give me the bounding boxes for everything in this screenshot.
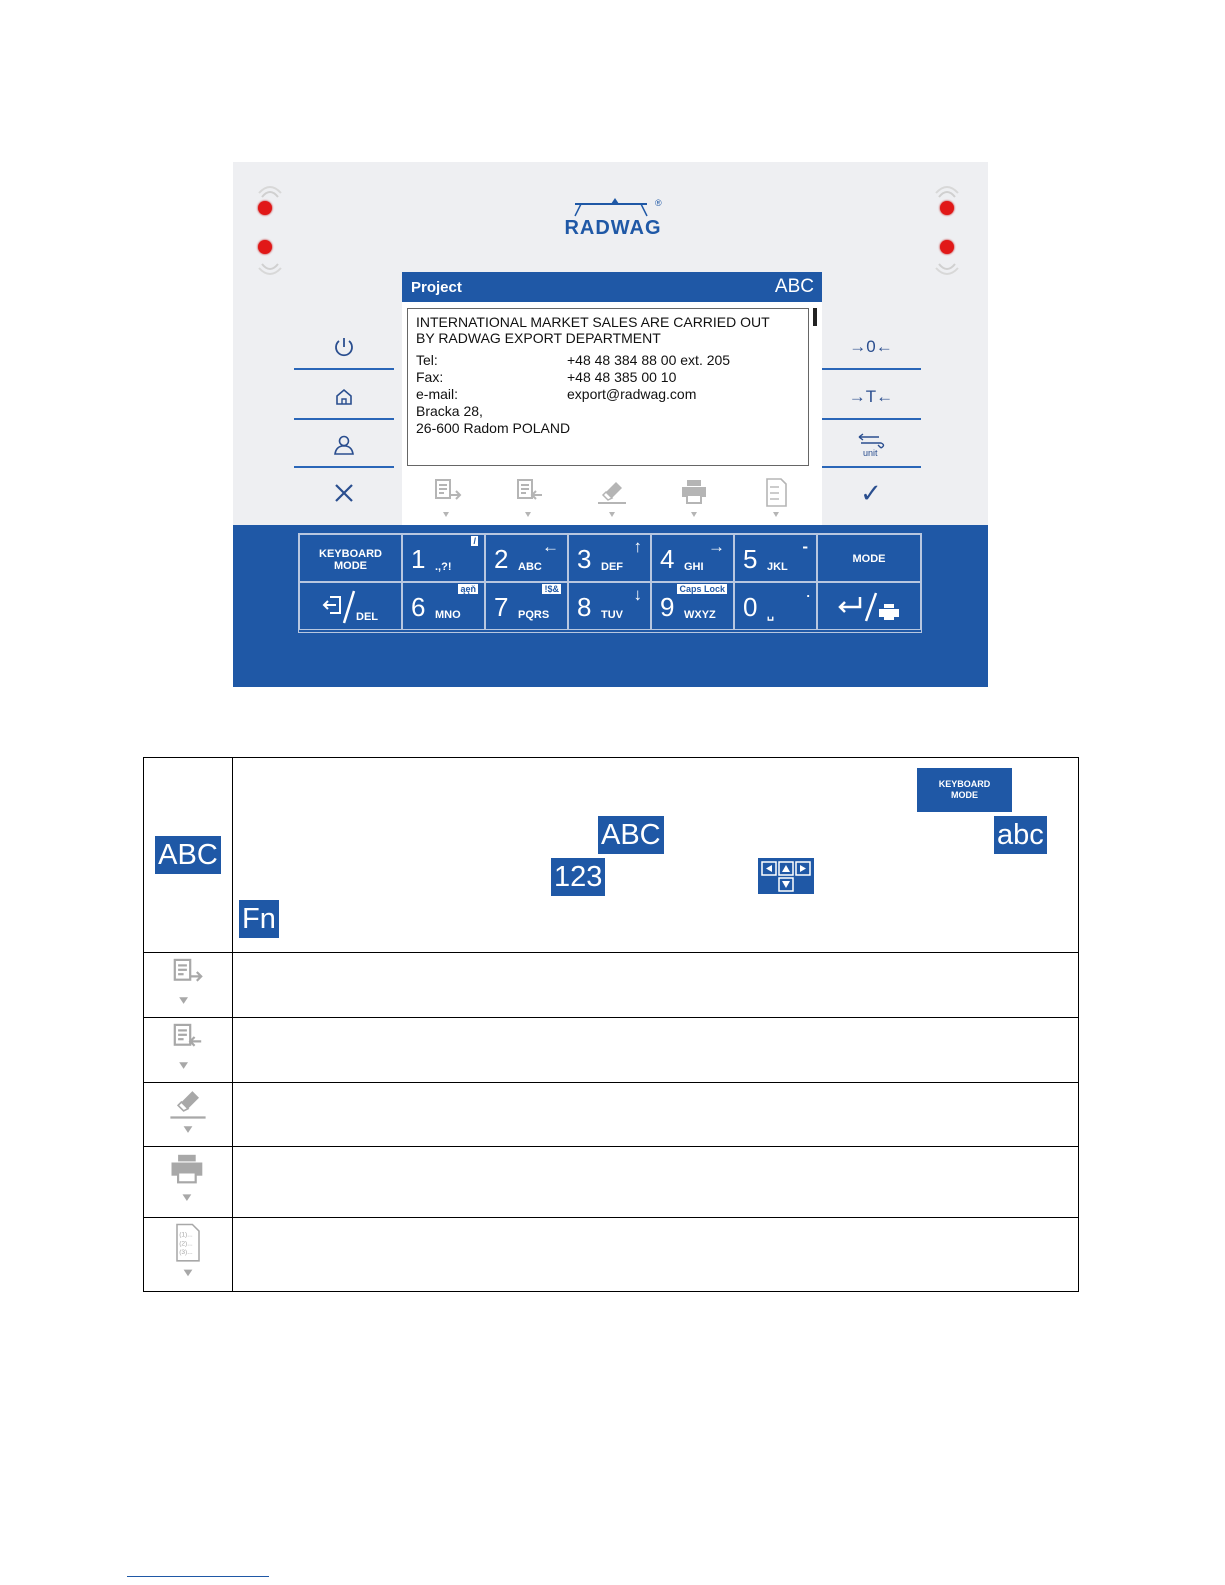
cancel-icon — [333, 482, 355, 504]
table-row — [144, 1217, 1079, 1291]
key-6[interactable]: 6 MNO ąęň — [402, 582, 485, 630]
svg-text:®: ® — [655, 198, 662, 208]
erase-icon[interactable] — [592, 476, 632, 522]
svg-text:(1)...: (1)... — [179, 1231, 193, 1239]
scrollbar[interactable] — [813, 308, 817, 326]
text-line: BY RADWAG EXPORT DEPARTMENT — [416, 330, 661, 346]
display-screen — [402, 272, 822, 525]
export-text-icon[interactable] — [428, 476, 468, 522]
signal-waves-icon — [930, 256, 964, 278]
mode-key[interactable]: MODE — [817, 534, 921, 582]
home-icon — [332, 385, 356, 409]
enter-print-key[interactable] — [817, 582, 921, 630]
tare-button[interactable]: →T← — [848, 387, 894, 406]
description-cell — [233, 953, 1079, 1018]
key-1[interactable]: 1 .,?! / — [402, 534, 485, 582]
icon-cell — [144, 953, 233, 1018]
power-icon — [332, 335, 356, 359]
svg-text:DEL: DEL — [356, 611, 378, 623]
print-icon[interactable] — [675, 476, 715, 522]
divider — [821, 368, 921, 370]
zero-button[interactable]: →0← — [849, 337, 893, 356]
screen-title: Project — [411, 279, 462, 296]
key-7[interactable]: 7 PQRS !$& — [485, 582, 568, 630]
screen-header — [402, 272, 822, 302]
del-key[interactable] — [299, 582, 402, 630]
description-cell — [233, 758, 1079, 953]
contact-value: +48 48 384 88 00 ext. 205 — [567, 352, 731, 368]
key-2[interactable]: 2 ABC ← — [485, 534, 568, 582]
description-cell — [233, 1147, 1079, 1217]
contact-label: Fax: — [416, 369, 444, 385]
unit-button[interactable] — [821, 420, 921, 470]
uppercase-mode-icon: ABC — [598, 816, 664, 854]
table-row — [144, 953, 1079, 1018]
contact-label: e-mail: — [416, 386, 459, 402]
table-row — [144, 1147, 1079, 1217]
signal-waves-icon — [253, 256, 287, 278]
description-cell — [233, 1082, 1079, 1146]
power-button[interactable] — [294, 322, 394, 372]
table-row — [144, 758, 1079, 953]
icon-cell — [144, 758, 233, 953]
contact-label: Tel: — [416, 352, 438, 368]
confirm-button[interactable]: ✓ — [860, 477, 882, 508]
screen-toolbar — [402, 472, 822, 525]
svg-text:RADWAG: RADWAG — [564, 217, 662, 239]
svg-text:unit: unit — [863, 448, 878, 458]
home-button[interactable] — [294, 372, 394, 422]
status-led — [258, 201, 272, 215]
import-text-icon[interactable] — [510, 476, 550, 522]
print-icon — [166, 1150, 210, 1208]
svg-text:(2)...: (2)... — [179, 1240, 193, 1248]
contact-value: +48 48 385 00 10 — [567, 369, 677, 385]
status-led — [940, 240, 954, 254]
balance-terminal — [233, 162, 988, 687]
keyboard-mode-indicator: ABC — [774, 276, 814, 297]
address-line: 26-600 Radom POLAND — [416, 420, 571, 436]
address-line: Bracka 28, — [416, 403, 483, 419]
key-4[interactable]: 4 GHI → — [651, 534, 734, 582]
table-row — [144, 1018, 1079, 1082]
numeric-mode-icon: 123 — [551, 858, 605, 896]
arrows-icon — [758, 858, 814, 894]
user-button[interactable] — [294, 420, 394, 470]
icon-cell — [144, 1082, 233, 1146]
table-row — [144, 1082, 1079, 1146]
key-8[interactable]: 8 TUV ↓ — [568, 582, 651, 630]
keypad — [298, 533, 922, 633]
abc-mode-icon: ABC — [155, 836, 221, 874]
erase-icon — [166, 1084, 210, 1140]
icon-cell — [144, 1147, 233, 1217]
icon-legend-table — [143, 757, 1079, 1292]
description-cell — [233, 1018, 1079, 1082]
keyboard-mode-key-icon: KEYBOARD MODE — [917, 768, 1012, 812]
unit-change-icon — [853, 431, 889, 459]
numbered-list-icon — [166, 1221, 210, 1283]
status-led — [940, 201, 954, 215]
key-0[interactable]: 0 ␣ . — [734, 582, 817, 630]
cancel-button[interactable] — [294, 468, 394, 518]
keyboard-mode-key[interactable]: KEYBOARD MODE — [299, 534, 402, 582]
icon-cell — [144, 1018, 233, 1082]
key-3[interactable]: 3 DEF ↑ — [568, 534, 651, 582]
import-text-icon — [166, 1020, 210, 1076]
description-cell — [233, 1217, 1079, 1291]
radwag-logo — [563, 196, 663, 246]
enter-print-icon — [836, 591, 906, 623]
text-line: INTERNATIONAL MARKET SALES ARE CARRIED OUT — [416, 314, 770, 330]
key-9[interactable]: 9 WXYZ Caps Lock — [651, 582, 734, 630]
user-icon — [332, 433, 356, 457]
status-led — [258, 240, 272, 254]
signal-waves-icon — [253, 183, 287, 205]
divider — [294, 368, 394, 370]
numbered-list-icon[interactable] — [757, 476, 797, 522]
svg-text:(3)...: (3)... — [179, 1248, 193, 1256]
footer-rule — [127, 1576, 269, 1577]
lowercase-mode-icon: abc — [994, 816, 1047, 854]
icon-cell — [144, 1217, 233, 1291]
exit-icon — [322, 589, 384, 625]
function-mode-icon: Fn — [239, 900, 279, 938]
export-text-icon — [166, 955, 210, 1011]
contact-value: export@radwag.com — [567, 386, 697, 402]
key-5[interactable]: 5 JKL - — [734, 534, 817, 582]
